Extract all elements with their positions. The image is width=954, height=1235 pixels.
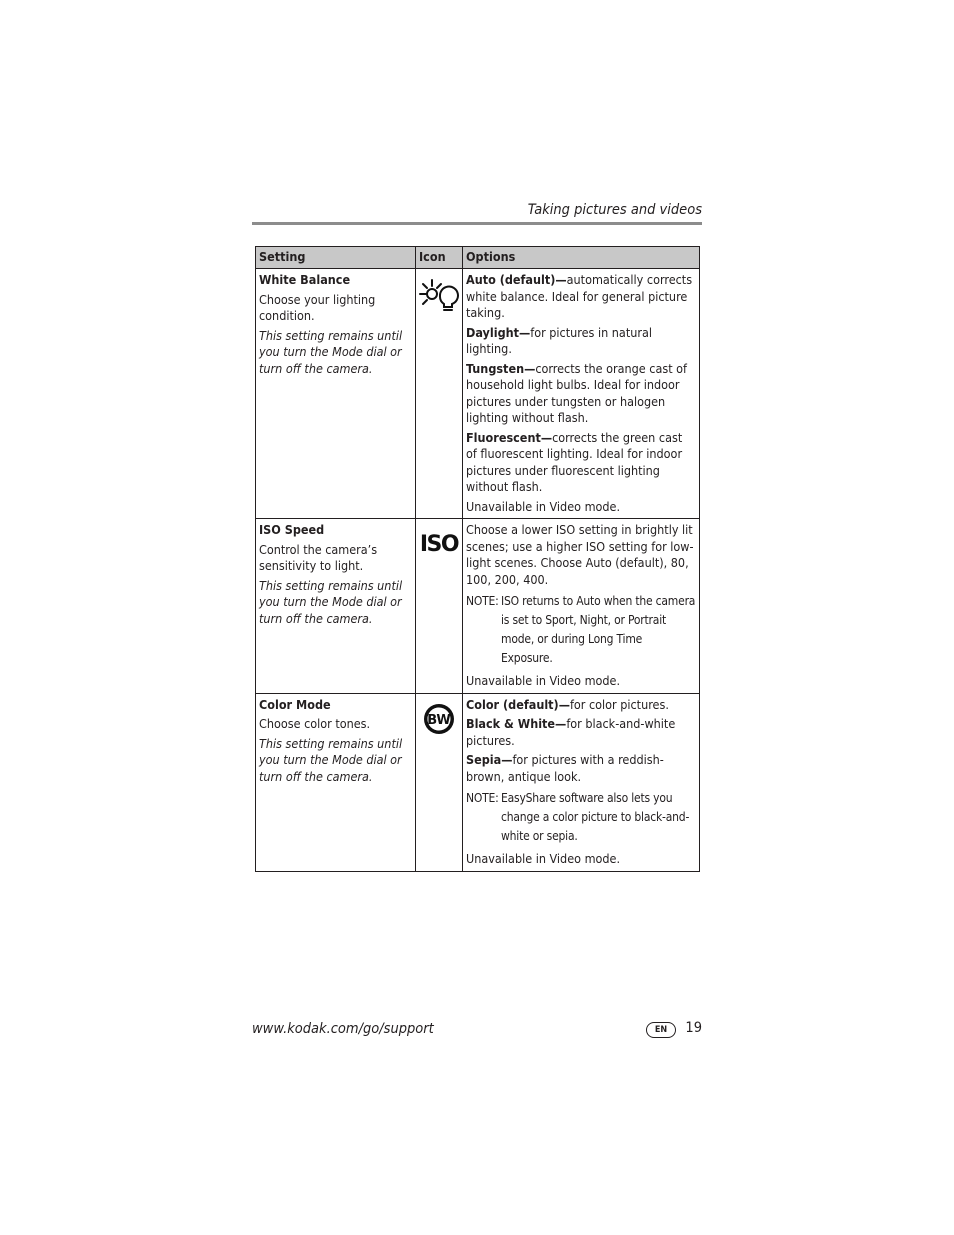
running-head-title: Taking pictures and videos xyxy=(527,202,702,218)
option-auto: Auto (default)—automatically corrects white balance. Ideal for general picture taking. xyxy=(466,272,693,320)
setting-cell xyxy=(256,693,416,871)
unavailable-note: Unavailable in Video mode. xyxy=(466,498,621,514)
setting-persistence-note: This setting remains until you turn the Mode dial or turn off the camera. xyxy=(259,327,403,376)
column-header-options: Options xyxy=(463,247,700,269)
option-sepia: Sepia—for pictures with a reddish-brown, antique look. xyxy=(466,752,664,784)
unavailable-note: Unavailable in Video mode. xyxy=(466,851,621,866)
setting-cell xyxy=(256,269,416,519)
options-cell xyxy=(463,693,700,871)
setting-cell xyxy=(256,519,416,694)
setting-name: White Balance xyxy=(259,272,351,287)
option-color: Color (default)—for color pictures. xyxy=(466,696,669,712)
white-balance-icon xyxy=(419,278,459,319)
page-number: 19 xyxy=(685,1020,702,1036)
option-tungsten: Tungsten—corrects the orange cast of household light bulbs. Ideal for indoor pictures under tungsten or halogen lighting without flash. xyxy=(466,360,688,425)
setting-name: ISO Speed xyxy=(259,522,325,537)
footer-page-info xyxy=(646,1019,702,1039)
note-text: ISO returns to Auto when the camera is set to Sport, Night, or Portrait mode, or during Long Time Exposure. xyxy=(501,594,696,665)
setting-description: Choose color tones. xyxy=(259,716,371,731)
settings-table xyxy=(255,246,700,872)
icon-cell xyxy=(416,269,463,519)
table-row-color-mode xyxy=(256,693,700,871)
setting-persistence-note: This setting remains until you turn the Mode dial or turn off the camera. xyxy=(259,735,403,784)
setting-description: Control the camera’s sensitivity to light. xyxy=(259,541,378,573)
setting-name: Color Mode xyxy=(259,696,331,712)
header-rule xyxy=(252,222,702,225)
option-black-white: Black & White—for black-and-white pictures. xyxy=(466,716,676,748)
iso-icon: ISO xyxy=(419,532,459,557)
svg-text:BW: BW xyxy=(427,712,451,728)
icon-cell xyxy=(416,519,463,694)
language-badge: EN xyxy=(646,1022,676,1038)
table-header-row xyxy=(256,247,700,269)
setting-description: Choose your lighting condition. xyxy=(259,291,376,323)
note xyxy=(466,789,696,846)
black-white-icon xyxy=(422,702,456,741)
options-cell xyxy=(463,519,700,694)
note-label: NOTE: xyxy=(466,791,499,805)
unavailable-note: Unavailable in Video mode. xyxy=(466,673,621,688)
icon-cell xyxy=(416,693,463,871)
options-cell xyxy=(463,269,700,519)
table-row-white-balance xyxy=(256,269,700,519)
table-row-iso-speed xyxy=(256,519,700,694)
note xyxy=(466,592,696,668)
support-url-link[interactable]: www.kodak.com/go/support xyxy=(252,1021,434,1037)
iso-intro: Choose a lower ISO setting in brightly lit scenes; use a higher ISO setting for low-light scenes. Choose Auto (default), 80, 100, 200, 400. xyxy=(466,522,694,587)
note-text: EasyShare software also lets you change a color picture to black-and-white or sepia. xyxy=(501,791,690,843)
note-label: NOTE: xyxy=(466,594,499,608)
option-daylight: Daylight—for pictures in natural lighting. xyxy=(466,324,652,356)
option-fluorescent: Fluorescent—corrects the green cast of fluorescent lighting. Ideal for indoor pictures under fluorescent lighting without flash. xyxy=(466,429,683,494)
setting-persistence-note: This setting remains until you turn the Mode dial or turn off the camera. xyxy=(259,577,403,626)
column-header-setting: Setting xyxy=(256,247,416,269)
column-header-icon: Icon xyxy=(416,247,463,269)
